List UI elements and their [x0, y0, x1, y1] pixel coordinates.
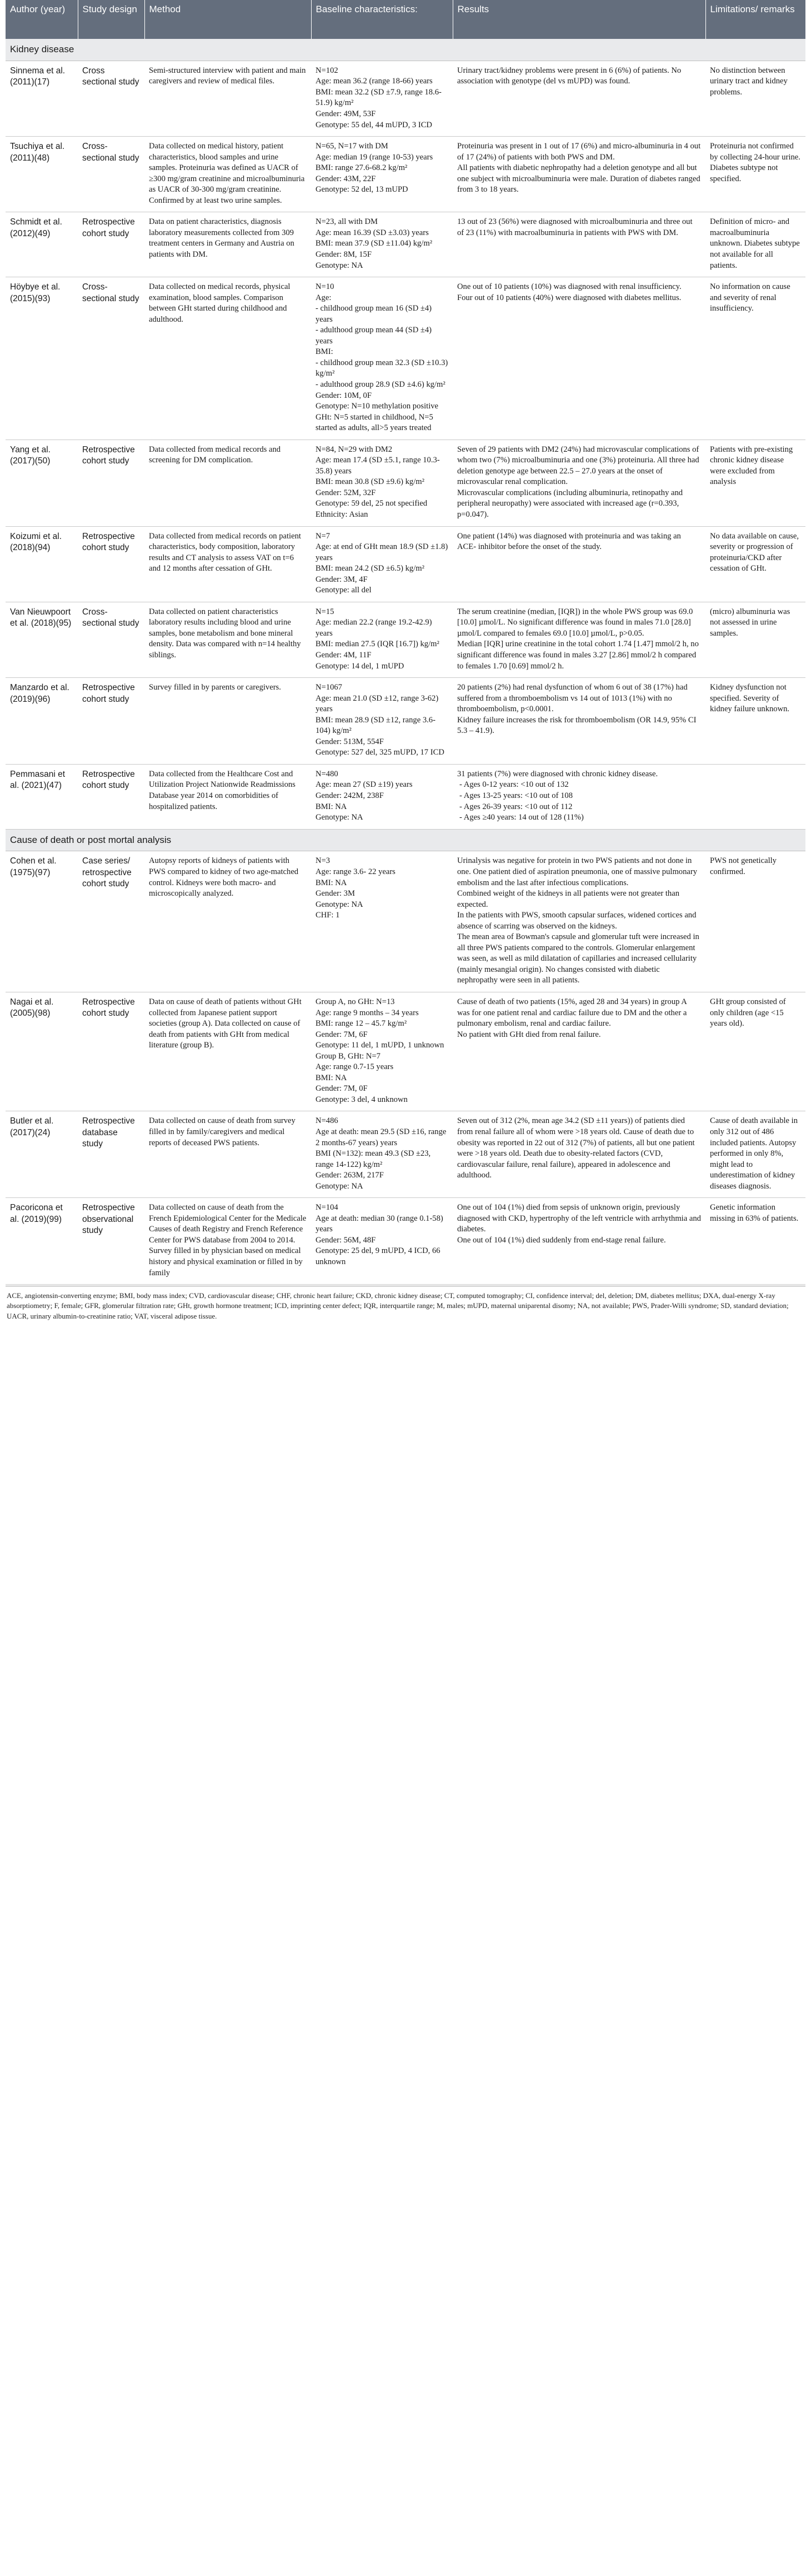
study-table	[6, 0, 806, 1285]
baseline-line: Gender: 49M, 53F	[316, 109, 376, 118]
baseline-line: Age:	[316, 293, 332, 302]
cell-author: Pacoricona et al. (2019)(99)	[6, 1198, 78, 1285]
baseline-line: BMI: NA	[316, 802, 347, 811]
table-row	[6, 1198, 805, 1285]
cell-method: Data on patient characteristics, diagnosis laboratory measurements collected from 309 treatment centers in Germany and Austria on patients with DM.	[144, 212, 311, 277]
results-line: 13 out of 23 (56%) were diagnosed with microalbuminuria and three out of 23 (11%) with macroalbuminuria in patients with PWS with DM.	[457, 217, 693, 237]
baseline-line: N=486	[316, 1116, 338, 1126]
results-line: Cause of death of two patients (15%, aged 28 and 34 years) in group A was for one patient renal and cardiac failure due to DM and the other a pulmonary embolism, renal and cardiac failure.	[457, 997, 687, 1029]
cell-results	[453, 61, 705, 136]
results-line: One out of 104 (1%) died suddenly from end-stage renal failure.	[457, 1235, 666, 1245]
results-line: The serum creatinine (median, [IQR]) in the whole PWS group was 69.0 [10.0] µmol/L. No significant difference was found in males 71.0 [28.0] µmol/L compared to females 69.0 [10.0] µmol/L, p>0.05.	[457, 607, 693, 638]
cell-study-design: Retrospective cohort study	[78, 526, 144, 602]
table-row	[6, 602, 805, 677]
baseline-line: N=15	[316, 607, 334, 616]
baseline-line: Gender: 263M, 217F	[316, 1171, 384, 1180]
results-line: Four out of 10 patients (40%) were diagnosed with diabetes mellitus.	[457, 293, 682, 302]
baseline-line: Gender: 10M, 0F	[316, 391, 372, 400]
baseline-line: Ethnicity: Asian	[316, 510, 368, 519]
results-line: Proteinuria was present in 1 out of 17 (6%) and micro-albuminuria in 4 out of 17 (24%) of patients with both PWS and DM.	[457, 142, 701, 162]
header-method: Method	[144, 0, 311, 39]
baseline-line: Age: range 3.6- 22 years	[316, 867, 396, 876]
cell-author: Sinnema et al. (2011)(17)	[6, 61, 78, 136]
cell-study-design: Retrospective observational study	[78, 1198, 144, 1285]
table-body	[6, 39, 805, 1285]
baseline-line: - adulthood group mean 44 (SD ±4) years	[316, 326, 432, 346]
baseline-line: Gender: 3M	[316, 889, 355, 898]
cell-results	[453, 678, 705, 765]
results-line: Median [IQR] urine creatinine in the total cohort 1.74 [1.47] mmol/2 h, no significant difference was found in males 3.27 [2.86] mmol/2 h compared to females 1.70 [0.69] mmol/2 h.	[457, 640, 699, 671]
baseline-line: BMI: NA	[316, 1073, 347, 1082]
cell-baseline	[311, 440, 453, 526]
baseline-line: Genotype: all del	[316, 586, 372, 595]
cell-study-design: Retrospective database study	[78, 1111, 144, 1198]
baseline-line: Genotype: N=10 methylation positive	[316, 402, 439, 411]
cell-author: Koizumi et al. (2018)(94)	[6, 526, 78, 602]
cell-method: Autopsy reports of kidneys of patients with PWS compared to kidney of two age-matched control. Kidneys were both macro- and microscopically analyzed.	[144, 851, 311, 992]
baseline-line: BMI: mean 28.9 (SD ±12, range 3.6-104) kg/m²	[316, 715, 435, 736]
cell-author: Yang et al. (2017)(50)	[6, 440, 78, 526]
baseline-line: BMI: mean 37.9 (SD ±11.04) kg/m²	[316, 239, 433, 248]
baseline-line: Gender: 7M, 0F	[316, 1084, 368, 1094]
baseline-line: Genotype: 55 del, 44 mUPD, 3 ICD	[316, 120, 432, 129]
header-results: Results	[453, 0, 705, 39]
baseline-line: Genotype: NA	[316, 900, 363, 909]
baseline-line: BMI: mean 24.2 (SD ±6.5) kg/m²	[316, 564, 425, 573]
cell-author: Tsuchiya et al. (2011)(48)	[6, 137, 78, 212]
section-header-row	[6, 829, 805, 851]
baseline-line: Gender: 4M, 11F	[316, 651, 372, 660]
cell-baseline	[311, 61, 453, 136]
cell-author: Höybye et al. (2015)(93)	[6, 277, 78, 440]
baseline-line: Genotype: 11 del, 1 mUPD, 1 unknown	[316, 1041, 444, 1050]
cell-baseline	[311, 1198, 453, 1285]
baseline-line: BMI: median 27.5 (IQR [16.7]) kg/m²	[316, 640, 439, 649]
baseline-line: N=104	[316, 1203, 338, 1212]
results-line: - Ages 13-25 years: <10 out of 108	[459, 791, 573, 801]
cell-study-design: Cross sectional study	[78, 61, 144, 136]
cell-method: Semi-structured interview with patient and main caregivers and review of medical files.	[144, 61, 311, 136]
baseline-line: N=480	[316, 769, 338, 778]
cell-results	[453, 212, 705, 277]
cell-author: Manzardo et al. (2019)(96)	[6, 678, 78, 765]
baseline-line: N=23, all with DM	[316, 217, 378, 227]
cell-method: Data collected from medical records and screening for DM complication.	[144, 440, 311, 526]
table-row	[6, 137, 805, 212]
cell-results	[453, 1111, 705, 1198]
baseline-line: Genotype: 527 del, 325 mUPD, 17 ICD	[316, 748, 444, 757]
table-row	[6, 212, 805, 277]
cell-results	[453, 1198, 705, 1285]
baseline-line: Age: median 19 (range 10-53) years	[316, 152, 433, 162]
baseline-line: N=10	[316, 282, 334, 292]
baseline-line: BMI: range 12 – 45.7 kg/m²	[316, 1019, 407, 1029]
cell-baseline	[311, 851, 453, 992]
cell-limitations: Cause of death available in only 312 out of 486 included patients. Autopsy performed in only 8%, might lead to underestimation of kidney diseases diagnosis.	[705, 1111, 805, 1198]
cell-study-design: Retrospective cohort study	[78, 440, 144, 526]
baseline-line: Gender: 52M, 32F	[316, 488, 376, 497]
baseline-line: Age: mean 36.2 (range 18-66) years	[316, 77, 433, 86]
results-line: Kidney failure increases the risk for thromboembolism (OR 14.9, 95% CI 5.3 – 41.9).	[457, 715, 697, 736]
results-line: - Ages 26-39 years: <10 out of 112	[459, 802, 573, 811]
results-line: One patient (14%) was diagnosed with proteinuria and was taking an ACE- inhibitor before the onset of the study.	[457, 531, 681, 552]
cell-baseline	[311, 277, 453, 440]
baseline-line: Gender: 43M, 22F	[316, 174, 376, 183]
cell-limitations: No information on cause and severity of renal insufficiency.	[705, 277, 805, 440]
table-row	[6, 992, 805, 1111]
cell-method: Data collected on cause of death from survey filled in by family/caregivers and medical reports of deceased PWS patients.	[144, 1111, 311, 1198]
cell-limitations: Definition of micro- and macroalbuminuria unknown. Diabetes subtype not available for all patients.	[705, 212, 805, 277]
cell-limitations: GHt group consisted of only children (age <15 years old).	[705, 992, 805, 1111]
cell-method: Data collected from the Healthcare Cost and Utilization Project Nationwide Readmissions Database year 2014 on comorbidities of hospitalized patients.	[144, 764, 311, 829]
results-line: In the patients with PWS, smooth capsular surfaces, widened cortices and absence of scarring was observed on the kidneys.	[457, 911, 697, 931]
cell-method: Data collected on medical records, physical examination, blood samples. Comparison between GHt started during childhood and adulthood.	[144, 277, 311, 440]
header-study-design: Study design	[78, 0, 144, 39]
baseline-line: Genotype: 59 del, 25 not specified	[316, 499, 428, 508]
baseline-line: Age: range 9 months – 34 years	[316, 1008, 419, 1017]
baseline-line: Genotype: 52 del, 13 mUPD	[316, 185, 408, 194]
cell-limitations: No data available on cause, severity or progression of proteinuria/CKD after cessation of GHt.	[705, 526, 805, 602]
baseline-line: Gender: 513M, 554F	[316, 737, 384, 746]
cell-baseline	[311, 602, 453, 677]
study-table-container	[6, 0, 805, 1321]
baseline-line: N=3	[316, 856, 331, 866]
cell-author: Pemmasani et al. (2021)(47)	[6, 764, 78, 829]
baseline-line: BMI: mean 32.2 (SD ±7.9, range 18.6-51.9) kg/m²	[316, 87, 442, 108]
cell-method: Data collected from medical records on patient characteristics, body composition, laboratory results and CT analysis to assess VAT on t=6 and 12 months after cessation of GHt.	[144, 526, 311, 602]
table-row	[6, 61, 805, 136]
table-row	[6, 277, 805, 440]
baseline-line: Gender: 3M, 4F	[316, 575, 368, 584]
cell-baseline	[311, 137, 453, 212]
baseline-line: Age at death: mean 29.5 (SD ±16, range 2 months-67 years) years	[316, 1127, 447, 1147]
header-author: Author (year)	[6, 0, 78, 39]
baseline-line: Genotype: 25 del, 9 mUPD, 4 ICD, 66 unknown	[316, 1246, 440, 1267]
table-row	[6, 678, 805, 765]
baseline-line: Age: mean 21.0 (SD ±12, range 3-62) years	[316, 693, 439, 714]
results-line: 20 patients (2%) had renal dysfunction of whom 6 out of 38 (17%) had suffered from a thromboembolism vs 14 out of 1013 (1%) with no thromboembolism, p<0.0001.	[457, 683, 688, 714]
results-line: One out of 10 patients (10%) was diagnosed with renal insufficiency.	[457, 282, 682, 292]
baseline-line: Age: mean 17.4 (SD ±5.1, range 10.3-35.8) years	[316, 456, 440, 476]
cell-limitations: Patients with pre-existing chronic kidney disease were excluded from analysis	[705, 440, 805, 526]
baseline-line: Gender: 242M, 238F	[316, 791, 384, 801]
cell-limitations: PWS not genetically confirmed.	[705, 851, 805, 992]
cell-results	[453, 440, 705, 526]
results-line: - Ages ≥40 years: 14 out of 128 (11%)	[459, 813, 584, 822]
baseline-line: N=102	[316, 66, 338, 75]
cell-limitations: Proteinuria not confirmed by collecting 24-hour urine. Diabetes subtype not specified.	[705, 137, 805, 212]
results-line: - Ages 0-12 years: <10 out of 132	[459, 780, 569, 790]
cell-baseline	[311, 1111, 453, 1198]
cell-study-design: Retrospective cohort study	[78, 678, 144, 765]
cell-study-design: Retrospective cohort study	[78, 212, 144, 277]
baseline-line: Age: at end of GHt mean 18.9 (SD ±1.8) years	[316, 542, 448, 562]
cell-author: Nagai et al. (2005)(98)	[6, 992, 78, 1111]
cell-method: Data collected on patient characteristics laboratory results including blood and urine samples, bone metabolism and bone mineral density. Data was compared with n=14 healthy siblings.	[144, 602, 311, 677]
results-line: Urinalysis was negative for protein in two PWS patients and not done in one. One patient died of aspiration pneumonia, one of massive pulmonary embolism and the last after infectious complications.	[457, 856, 698, 887]
cell-baseline	[311, 212, 453, 277]
baseline-line: Age at death: median 30 (range 0.1-58) years	[316, 1214, 443, 1234]
baseline-line: Gender: 56M, 48F	[316, 1235, 376, 1245]
baseline-line: Genotype: 3 del, 4 unknown	[316, 1095, 408, 1104]
baseline-line: Genotype: NA	[316, 813, 363, 822]
cell-method: Survey filled in by parents or caregivers.	[144, 678, 311, 765]
results-line: One out of 104 (1%) died from sepsis of unknown origin, previously diagnosed with CKD, hypertrophy of the left ventricle with arrhythmia and diabetes.	[457, 1203, 701, 1234]
baseline-line: Age: range 0.7-15 years	[316, 1062, 394, 1072]
baseline-line: Group B, GHt: N=7	[316, 1051, 381, 1061]
results-line: Seven of 29 patients with DM2 (24%) had microvascular complications of whom two (7%) microalbuminuria and one (3%) proteinuria. All three had deletion genotype age between 22.5 – 27.0 years at the onset of microvascular renal complication.	[457, 445, 699, 487]
baseline-line: Age: mean 16.39 (SD ±3.03) years	[316, 228, 429, 237]
baseline-line: BMI: range 27.6-68.2 kg/m²	[316, 163, 408, 173]
baseline-line: BMI (N=132): mean 49.3 (SD ±23, range 14-122) kg/m²	[316, 1149, 431, 1169]
cell-method: Data collected on cause of death from the French Epidemiological Center for the Medicale Causes of death Registry and French Reference Center for PWS database from 2004 to 2014. Survey filled in by physician based on medical history and physical examination or filled in by family	[144, 1198, 311, 1285]
cell-study-design: Cross-sectional study	[78, 602, 144, 677]
cell-results	[453, 137, 705, 212]
baseline-line: BMI:	[316, 347, 333, 357]
baseline-line: Genotype: 14 del, 1 mUPD	[316, 661, 404, 671]
results-line: 31 patients (7%) were diagnosed with chronic kidney disease.	[457, 769, 658, 778]
baseline-line: CHF: 1	[316, 911, 340, 920]
baseline-line: BMI: mean 30.8 (SD ±9.6) kg/m²	[316, 477, 425, 487]
cell-baseline	[311, 526, 453, 602]
cell-study-design: Retrospective cohort study	[78, 764, 144, 829]
table-row	[6, 526, 805, 602]
cell-baseline	[311, 678, 453, 765]
cell-limitations	[705, 764, 805, 829]
baseline-line: GHt: N=5 started in childhood, N=5 started as adults, all>5 years treated	[316, 412, 433, 433]
baseline-line: - childhood group mean 16 (SD ±4) years	[316, 304, 432, 324]
table-footnote: ACE, angiotensin-converting enzyme; BMI, body mass index; CVD, cardiovascular disease; CHF, chronic heart failure; CKD, chronic kidney disease; CT, computed tomography; CI, confidence interval; del, deletion; DM, diabetes mellitus; DXA, dual-energy X-ray absorptiometry; F, female; GFR, glomerular filtration rate; GHt, growth hormone treatment; ICD, imprinting center defect; IQR, interquartile range; M, males; mUPD, maternal uniparental disomy; NA, not available; PWS, Prader-Willi syndrome; SD, standard deviation; UACR, urinary albumin-to-creatinine ratio; VAT, visceral adipose tissue.	[6, 1286, 805, 1321]
cell-author: Butler et al. (2017)(24)	[6, 1111, 78, 1198]
table-header-row	[6, 0, 805, 39]
results-line: Urinary tract/kidney problems were present in 6 (6%) of patients. No association with genotype (del vs mUPD) was found.	[457, 66, 682, 86]
baseline-line: Age: median 22.2 (range 19.2-42.9) years	[316, 618, 432, 638]
baseline-line: N=7	[316, 531, 331, 541]
baseline-line: Gender: 7M, 6F	[316, 1030, 368, 1039]
cell-results	[453, 851, 705, 992]
cell-author: Schmidt et al. (2012)(49)	[6, 212, 78, 277]
cell-results	[453, 277, 705, 440]
baseline-line: Gender: 8M, 15F	[316, 249, 372, 259]
cell-author: Cohen et al. (1975)(97)	[6, 851, 78, 992]
results-line: The mean area of Bowman's capsule and glomerular tuft were increased in all three PWS patients compared to the controls. Glomerular enlargement was seen, as well as mild dilatation of capillaries and increased cellularity (mainly mesangial origin). No changes consisted with diabetic nephropathy were seen in all patients.	[457, 932, 699, 985]
cell-baseline	[311, 992, 453, 1111]
baseline-line: - adulthood group 28.9 (SD ±4.6) kg/m²	[316, 380, 445, 389]
results-line: Combined weight of the kidneys in all patients were not greater than expected.	[457, 889, 680, 909]
cell-method: Data collected on medical history, patient characteristics, blood samples and urine samples. Proteinuria was defined as UACR of ≥300 mg/gram creatinine and microalbuminuria as UACR of 30-300 mg/gram creatinine. Confirmed by at least two urine samples.	[144, 137, 311, 212]
cell-study-design: Cross-sectional study	[78, 277, 144, 440]
header-baseline: Baseline characteristics:	[311, 0, 453, 39]
section-header-row	[6, 39, 805, 61]
baseline-line: - childhood group mean 32.3 (SD ±10.3) kg/m²	[316, 358, 448, 378]
table-row	[6, 764, 805, 829]
cell-study-design: Cross-sectional study	[78, 137, 144, 212]
baseline-line: Genotype: NA	[316, 1181, 363, 1191]
cell-results	[453, 602, 705, 677]
cell-limitations: Kidney dysfunction not specified. Severity of kidney failure unknown.	[705, 678, 805, 765]
cell-limitations: (micro) albuminuria was not assessed in urine samples.	[705, 602, 805, 677]
cell-author: Van Nieuwpoort et al. (2018)(95)	[6, 602, 78, 677]
section-title: Cause of death or post mortal analysis	[6, 829, 805, 851]
cell-results	[453, 992, 705, 1111]
baseline-line: Group A, no GHt: N=13	[316, 997, 395, 1006]
baseline-line: Genotype: NA	[316, 261, 363, 270]
results-line: No patient with GHt died from renal failure.	[457, 1030, 601, 1039]
cell-limitations: Genetic information missing in 63% of patients.	[705, 1198, 805, 1285]
cell-results	[453, 764, 705, 829]
cell-method: Data on cause of death of patients without GHt collected from Japanese patient support societies (group A). Data collected on cause of death from patients with GHt from medical literature (group B).	[144, 992, 311, 1111]
results-line: All patients with diabetic nephropathy had a deletion genotype and all but one subject with microalbuminuria were male. Duration of diabetes ranged from 3 to 18 years.	[457, 163, 700, 194]
cell-study-design: Case series/ retrospective cohort study	[78, 851, 144, 992]
baseline-line: N=65, N=17 with DM	[316, 142, 388, 151]
results-line: Seven out of 312 (2%, mean age 34.2 (SD ±11 years)) of patients died from renal failure all of whom were >18 years old. Cause of death due to obesity was reported in 22 out of 312 (7%) of patients, all but one patient were >18 years old. Death due to obesity-related factors (CVD, cardiovascular failure, renal failure), appeared in adolescence and adulthood.	[457, 1116, 695, 1180]
cell-results	[453, 526, 705, 602]
table-row	[6, 440, 805, 526]
cell-limitations: No distinction between urinary tract and kidney problems.	[705, 61, 805, 136]
cell-baseline	[311, 764, 453, 829]
baseline-line: N=1067	[316, 683, 342, 692]
results-line: Microvascular complications (including albuminuria, retinopathy and peripheral neuropathy) were associated with increased age (r=0.393, p=0.047).	[457, 488, 683, 519]
table-row	[6, 851, 805, 992]
table-row	[6, 1111, 805, 1198]
section-title: Kidney disease	[6, 39, 805, 61]
baseline-line: Age: mean 27 (SD ±19) years	[316, 780, 413, 790]
baseline-line: BMI: NA	[316, 878, 347, 887]
header-limitations: Limitations/ remarks	[705, 0, 805, 39]
cell-study-design: Retrospective cohort study	[78, 992, 144, 1111]
baseline-line: N=84, N=29 with DM2	[316, 445, 393, 454]
